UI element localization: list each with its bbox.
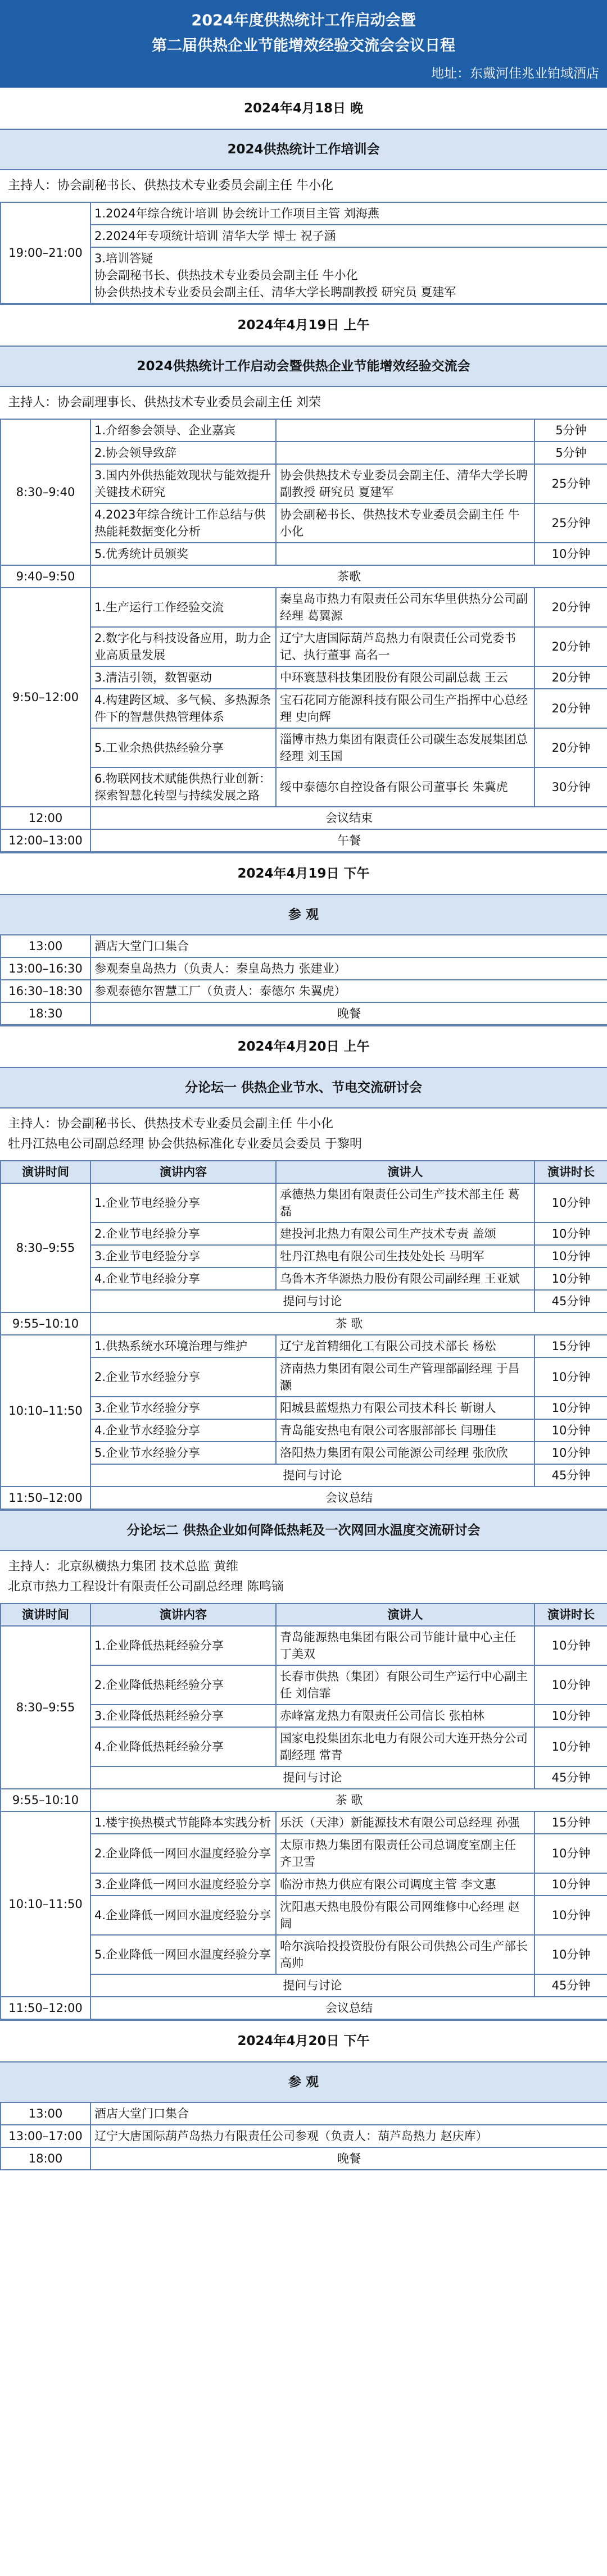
- talk-duration: 20分钟: [534, 666, 607, 689]
- talk-speaker: 济南热力集团有限公司生产管理部副经理 于昌灏: [276, 1357, 534, 1397]
- visit-row: [1, 2102, 607, 2125]
- day2-schedule-table: [0, 419, 607, 852]
- forum-title: 分论坛二 供热企业如何降低热耗及一次网回水温度交流研讨会: [0, 1510, 607, 1550]
- day3-visit-table: [0, 934, 607, 1025]
- talk-speaker: 乌鲁木齐华源热力股份有限公司副经理 王亚斌: [276, 1267, 534, 1290]
- col-header-duration: 演讲时长: [534, 1161, 607, 1183]
- tea-break-row: [1, 1789, 607, 1811]
- schedule-row: [1, 1245, 607, 1267]
- time-cell: 8:30–9:55: [1, 1626, 90, 1789]
- time-cell: 18:30: [1, 1002, 90, 1025]
- schedule-row: [1, 247, 607, 303]
- talk-duration: 20分钟: [534, 588, 607, 627]
- talk-duration: 20分钟: [534, 627, 607, 666]
- talk-duration: 45分钟: [534, 1974, 607, 1997]
- talk-duration: 25分钟: [534, 503, 607, 543]
- talk-speaker: 辽宁龙首精细化工有限公司技术部长 杨松: [276, 1335, 534, 1357]
- discussion-label: 提问与讨论: [90, 1464, 534, 1487]
- talk-topic: 2.企业节电经验分享: [90, 1223, 276, 1245]
- talk-topic: 2.协会领导致辞: [90, 442, 276, 464]
- talk-speaker: 绥中泰德尔自控设备有限公司董事长 朱冀虎: [276, 767, 534, 807]
- day-heading: 2024年4月20日 下午: [0, 2020, 607, 2061]
- time-cell: 10:10–11:50: [1, 1811, 90, 1997]
- visit-item: 晚餐: [90, 2147, 607, 2170]
- talk-speaker: [276, 419, 534, 442]
- talk-topic: 3.企业节电经验分享: [90, 1245, 276, 1267]
- talk-duration: 5分钟: [534, 442, 607, 464]
- talk-duration: 15分钟: [534, 1811, 607, 1834]
- talk-duration: 10分钟: [534, 1183, 607, 1223]
- visit-item: 酒店大堂门口集合: [90, 2102, 607, 2125]
- agenda-item: 2.2024年专项统计培训 清华大学 博士 祝子涵: [90, 225, 607, 247]
- talk-speaker: 秦皇岛市热力有限责任公司东华里供热分公司副经理 葛翼源: [276, 588, 534, 627]
- visit-band: 参 观: [0, 2061, 607, 2102]
- talk-duration: 10分钟: [534, 1834, 607, 1873]
- time-cell: 12:00: [1, 807, 90, 829]
- table-header-row: [1, 1603, 607, 1626]
- schedule-row: [1, 419, 607, 442]
- break-label: 午餐: [90, 829, 607, 852]
- talk-speaker: 洛阳热力集团有限公司能源公司经理 张欣欣: [276, 1442, 534, 1464]
- col-header-speaker: 演讲人: [276, 1161, 534, 1183]
- talk-topic: 1.介绍参会领导、企业嘉宾: [90, 419, 276, 442]
- time-cell: 9:55–10:10: [1, 1789, 90, 1811]
- talk-topic: 5.企业降低一网回水温度经验分享: [90, 1935, 276, 1974]
- talk-speaker: 辽宁大唐国际葫芦岛热力有限责任公司党委书记、执行董事 高名一: [276, 627, 534, 666]
- talk-speaker: 淄博市热力集团有限责任公司碳生态发展集团总经理 刘玉国: [276, 728, 534, 767]
- lunch-row: [1, 829, 607, 852]
- forum2-table: [0, 1603, 607, 2020]
- talk-topic: 2.企业降低热耗经验分享: [90, 1665, 276, 1705]
- talk-speaker: 赤峰富龙热力有限责任公司信长 张柏林: [276, 1705, 534, 1727]
- visit-item: 参观秦皇岛热力（负责人：秦皇岛热力 张建业）: [90, 957, 607, 980]
- talk-topic: 3.企业节水经验分享: [90, 1397, 276, 1419]
- talk-speaker: 协会供热技术专业委员会副主任、清华大学长聘副教授 研究员 夏建军: [276, 464, 534, 503]
- talk-duration: 10分钟: [534, 1626, 607, 1665]
- visit-item: 辽宁大唐国际葫芦岛热力有限责任公司参观（负责人：葫芦岛热力 赵庆库）: [90, 2125, 607, 2147]
- col-header-topic: 演讲内容: [90, 1161, 276, 1183]
- talk-duration: 10分钟: [534, 1397, 607, 1419]
- talk-duration: 45分钟: [534, 1290, 607, 1312]
- session-title: 2024供热统计工作培训会: [0, 129, 607, 169]
- visit-item: 晚餐: [90, 1002, 607, 1025]
- talk-topic: 5.优秀统计员颁奖: [90, 543, 276, 565]
- day-heading: 2024年4月19日 下午: [0, 852, 607, 894]
- schedule-row: [1, 689, 607, 728]
- talk-duration: 10分钟: [534, 1896, 607, 1935]
- schedule-row: [1, 666, 607, 689]
- talk-topic: 1.供热系统水环境治理与维护: [90, 1335, 276, 1357]
- schedule-row: [1, 1267, 607, 1290]
- discussion-label: 提问与讨论: [90, 1974, 534, 1997]
- schedule-row: [1, 1419, 607, 1442]
- schedule-row: [1, 1665, 607, 1705]
- talk-duration: 10分钟: [534, 1357, 607, 1397]
- schedule-row: [1, 1834, 607, 1873]
- schedule-row: [1, 588, 607, 627]
- schedule-row: [1, 1974, 607, 1997]
- time-cell: 13:00–17:00: [1, 2125, 90, 2147]
- talk-topic: 1.企业降低热耗经验分享: [90, 1626, 276, 1665]
- schedule-row: [1, 1335, 607, 1357]
- schedule-row: [1, 1873, 607, 1896]
- time-cell: 8:30–9:55: [1, 1183, 90, 1312]
- talk-speaker: 沈阳惠天热电股份有限公司网维修中心经理 赵阔: [276, 1896, 534, 1935]
- tea-break-row: [1, 1312, 607, 1335]
- forum-host: 主持人：协会副秘书长、供热技术专业委员会副主任 牛小化 牡丹江热电公司副总经理 协会供热标准化专业委员会委员 于黎明: [0, 1107, 607, 1160]
- time-cell: 16:30–18:30: [1, 980, 90, 1002]
- talk-speaker: 太原市热力集团有限责任公司总调度室副主任 齐卫雪: [276, 1834, 534, 1873]
- talk-topic: 1.企业节电经验分享: [90, 1183, 276, 1223]
- talk-topic: 3.企业降低热耗经验分享: [90, 1705, 276, 1727]
- forum1-table: [0, 1160, 607, 1510]
- talk-duration: 10分钟: [534, 1442, 607, 1464]
- talk-topic: 2.企业降低一网回水温度经验分享: [90, 1834, 276, 1873]
- col-header-speaker: 演讲人: [276, 1603, 534, 1626]
- talk-duration: 10分钟: [534, 1267, 607, 1290]
- schedule-row: [1, 728, 607, 767]
- schedule-row: [1, 1896, 607, 1935]
- visit-item: 参观泰德尔智慧工厂（负责人：泰德尔 朱翼虎）: [90, 980, 607, 1002]
- talk-topic: 6.物联网技术赋能供热行业创新：探索智慧化转型与持续发展之路: [90, 767, 276, 807]
- agenda-item: 1.2024年综合统计培训 协会统计工作项目主管 刘海燕: [90, 202, 607, 225]
- talk-duration: 10分钟: [534, 1665, 607, 1705]
- schedule-row: [1, 1811, 607, 1834]
- session-end-row: [1, 807, 607, 829]
- day-heading: 2024年4月18日 晚: [0, 87, 607, 129]
- visit-band: 参 观: [0, 894, 607, 934]
- session-host: 主持人：协会副秘书长、供热技术专业委员会副主任 牛小化: [0, 169, 607, 202]
- talk-topic: 3.清洁引领，数智驱动: [90, 666, 276, 689]
- schedule-row: [1, 1766, 607, 1789]
- talk-duration: 25分钟: [534, 464, 607, 503]
- col-header-topic: 演讲内容: [90, 1603, 276, 1626]
- talk-speaker: 中环寰慧科技集团股份有限公司副总裁 王云: [276, 666, 534, 689]
- table-header-row: [1, 1161, 607, 1183]
- talk-duration: 45分钟: [534, 1464, 607, 1487]
- session-title: 2024供热统计工作启动会暨供热企业节能增效经验交流会: [0, 346, 607, 386]
- talk-speaker: 宝石花同方能源科技有限公司生产指挥中心总经理 史向辉: [276, 689, 534, 728]
- break-label: 会议总结: [90, 1487, 607, 1509]
- venue-address: 地址：东戴河佳兆业铂域酒店: [431, 66, 599, 81]
- day1-schedule-table: [0, 202, 607, 304]
- time-cell: 9:40–9:50: [1, 565, 90, 588]
- talk-duration: 20分钟: [534, 689, 607, 728]
- time-cell: 13:00: [1, 935, 90, 957]
- time-cell: 8:30–9:40: [1, 419, 90, 565]
- col-header-duration: 演讲时长: [534, 1603, 607, 1626]
- session-end-row: [1, 1487, 607, 1509]
- schedule-row: [1, 1223, 607, 1245]
- talk-speaker: 建投河北热力有限公司生产技术专责 盖颂: [276, 1223, 534, 1245]
- talk-duration: 10分钟: [534, 1419, 607, 1442]
- visit-row: [1, 2125, 607, 2147]
- talk-speaker: 临汾市热力供应有限公司调度主管 李文惠: [276, 1873, 534, 1896]
- visit-row: [1, 2147, 607, 2170]
- talk-speaker: 协会副秘书长、供热技术专业委员会副主任 牛小化: [276, 503, 534, 543]
- schedule-row: [1, 1290, 607, 1312]
- schedule-row: [1, 225, 607, 247]
- break-label: 茶歌: [90, 565, 607, 588]
- talk-duration: 15分钟: [534, 1335, 607, 1357]
- time-cell: 9:50–12:00: [1, 588, 90, 807]
- talk-topic: 2.数字化与科技设备应用，助力企业高质量发展: [90, 627, 276, 666]
- schedule-row: [1, 1935, 607, 1974]
- talk-speaker: 国家电投集团东北电力有限公司大连开热分公司副经理 常青: [276, 1727, 534, 1766]
- talk-topic: 5.工业余热供热经验分享: [90, 728, 276, 767]
- talk-speaker: 阳城县蓝煜热力有限公司技术科长 靳谢人: [276, 1397, 534, 1419]
- visit-row: [1, 1002, 607, 1025]
- visit-row: [1, 957, 607, 980]
- day-heading: 2024年4月19日 上午: [0, 304, 607, 346]
- talk-topic: 3.国内外供热能效现状与能效提升关键技术研究: [90, 464, 276, 503]
- talk-duration: 10分钟: [534, 1705, 607, 1727]
- schedule-row: [1, 1705, 607, 1727]
- talk-duration: 10分钟: [534, 1245, 607, 1267]
- talk-speaker: 哈尔滨哈投投资股份有限公司供热公司生产部长 高帅: [276, 1935, 534, 1974]
- time-cell: 9:55–10:10: [1, 1312, 90, 1335]
- time-cell: 10:10–11:50: [1, 1335, 90, 1487]
- schedule-row: [1, 627, 607, 666]
- agenda-item: 3.培训答疑 协会副秘书长、供热技术专业委员会副主任 牛小化 协会供热技术专业委员会副主任、清华大学长聘副教授 研究员 夏建军: [90, 247, 607, 303]
- forum-title: 分论坛一 供热企业节水、节电交流研讨会: [0, 1067, 607, 1107]
- break-label: 会议总结: [90, 1997, 607, 2019]
- schedule-row: [1, 503, 607, 543]
- schedule-row: [1, 1183, 607, 1223]
- day-heading: 2024年4月20日 上午: [0, 1025, 607, 1067]
- talk-speaker: 乐沃（天津）新能源技术有限公司总经理 孙强: [276, 1811, 534, 1834]
- discussion-label: 提问与讨论: [90, 1766, 534, 1789]
- talk-speaker: [276, 543, 534, 565]
- schedule-row: [1, 442, 607, 464]
- talk-duration: 10分钟: [534, 1935, 607, 1974]
- schedule-row: [1, 1397, 607, 1419]
- forum-host: 主持人：北京纵横热力集团 技术总监 黄维 北京市热力工程设计有限责任公司副总经理 陈鸣镝: [0, 1550, 607, 1603]
- agenda-title-line1: 2024年度供热统计工作启动会暨: [191, 12, 416, 29]
- visit-item: 酒店大堂门口集合: [90, 935, 607, 957]
- talk-topic: 4.企业降低一网回水温度经验分享: [90, 1896, 276, 1935]
- talk-duration: 30分钟: [534, 767, 607, 807]
- schedule-row: [1, 767, 607, 807]
- talk-topic: 2.企业节水经验分享: [90, 1357, 276, 1397]
- schedule-row: [1, 202, 607, 225]
- schedule-row: [1, 1727, 607, 1766]
- talk-topic: 5.企业节水经验分享: [90, 1442, 276, 1464]
- schedule-row: [1, 1357, 607, 1397]
- talk-speaker: 青岛能安热电有限公司客服部部长 闫珊佳: [276, 1419, 534, 1442]
- session-end-row: [1, 1997, 607, 2019]
- talk-speaker: 长春市供热（集团）有限公司生产运行中心副主任 刘信霏: [276, 1665, 534, 1705]
- time-cell: 11:50–12:00: [1, 1487, 90, 1509]
- schedule-row: [1, 1626, 607, 1665]
- break-label: 会议结束: [90, 807, 607, 829]
- agenda-header: [0, 0, 607, 87]
- schedule-row: [1, 543, 607, 565]
- talk-topic: 3.企业降低一网回水温度经验分享: [90, 1873, 276, 1896]
- talk-speaker: [276, 442, 534, 464]
- talk-topic: 4.企业节电经验分享: [90, 1267, 276, 1290]
- time-cell: 18:00: [1, 2147, 90, 2170]
- time-cell: 19:00–21:00: [1, 202, 90, 303]
- session-host: 主持人：协会副理事长、供热技术专业委员会副主任 刘荣: [0, 386, 607, 419]
- talk-duration: 10分钟: [534, 1727, 607, 1766]
- visit-row: [1, 935, 607, 957]
- talk-topic: 1.楼宇换热模式节能降本实践分析: [90, 1811, 276, 1834]
- talk-duration: 10分钟: [534, 543, 607, 565]
- talk-duration: 20分钟: [534, 728, 607, 767]
- break-label: 茶 歌: [90, 1789, 607, 1811]
- agenda-title-line2: 第二届供热企业节能增效经验交流会会议日程: [152, 37, 455, 54]
- discussion-label: 提问与讨论: [90, 1290, 534, 1312]
- schedule-row: [1, 464, 607, 503]
- talk-topic: 4.构建跨区域、多气候、多热源条件下的智慧供热管理体系: [90, 689, 276, 728]
- talk-speaker: 青岛能源热电集团有限公司节能计量中心主任 丁美双: [276, 1626, 534, 1665]
- talk-topic: 1.生产运行工作经验交流: [90, 588, 276, 627]
- col-header-time: 演讲时间: [1, 1603, 90, 1626]
- time-cell: 12:00–13:00: [1, 829, 90, 852]
- talk-duration: 10分钟: [534, 1873, 607, 1896]
- day5-visit-table: [0, 2102, 607, 2170]
- talk-topic: 4.2023年综合统计工作总结与供热能耗数据变化分析: [90, 503, 276, 543]
- break-label: 茶 歌: [90, 1312, 607, 1335]
- talk-duration: 45分钟: [534, 1766, 607, 1789]
- schedule-row: [1, 1464, 607, 1487]
- talk-topic: 4.企业降低热耗经验分享: [90, 1727, 276, 1766]
- talk-topic: 4.企业节水经验分享: [90, 1419, 276, 1442]
- talk-speaker: 牡丹江热电有限公司生技处处长 马明军: [276, 1245, 534, 1267]
- time-cell: 13:00: [1, 2102, 90, 2125]
- col-header-time: 演讲时间: [1, 1161, 90, 1183]
- tea-break-row: [1, 565, 607, 588]
- talk-duration: 5分钟: [534, 419, 607, 442]
- time-cell: 13:00–16:30: [1, 957, 90, 980]
- time-cell: 11:50–12:00: [1, 1997, 90, 2019]
- schedule-row: [1, 1442, 607, 1464]
- visit-row: [1, 980, 607, 1002]
- talk-speaker: 承德热力集团有限责任公司生产技术部主任 葛磊: [276, 1183, 534, 1223]
- talk-duration: 10分钟: [534, 1223, 607, 1245]
